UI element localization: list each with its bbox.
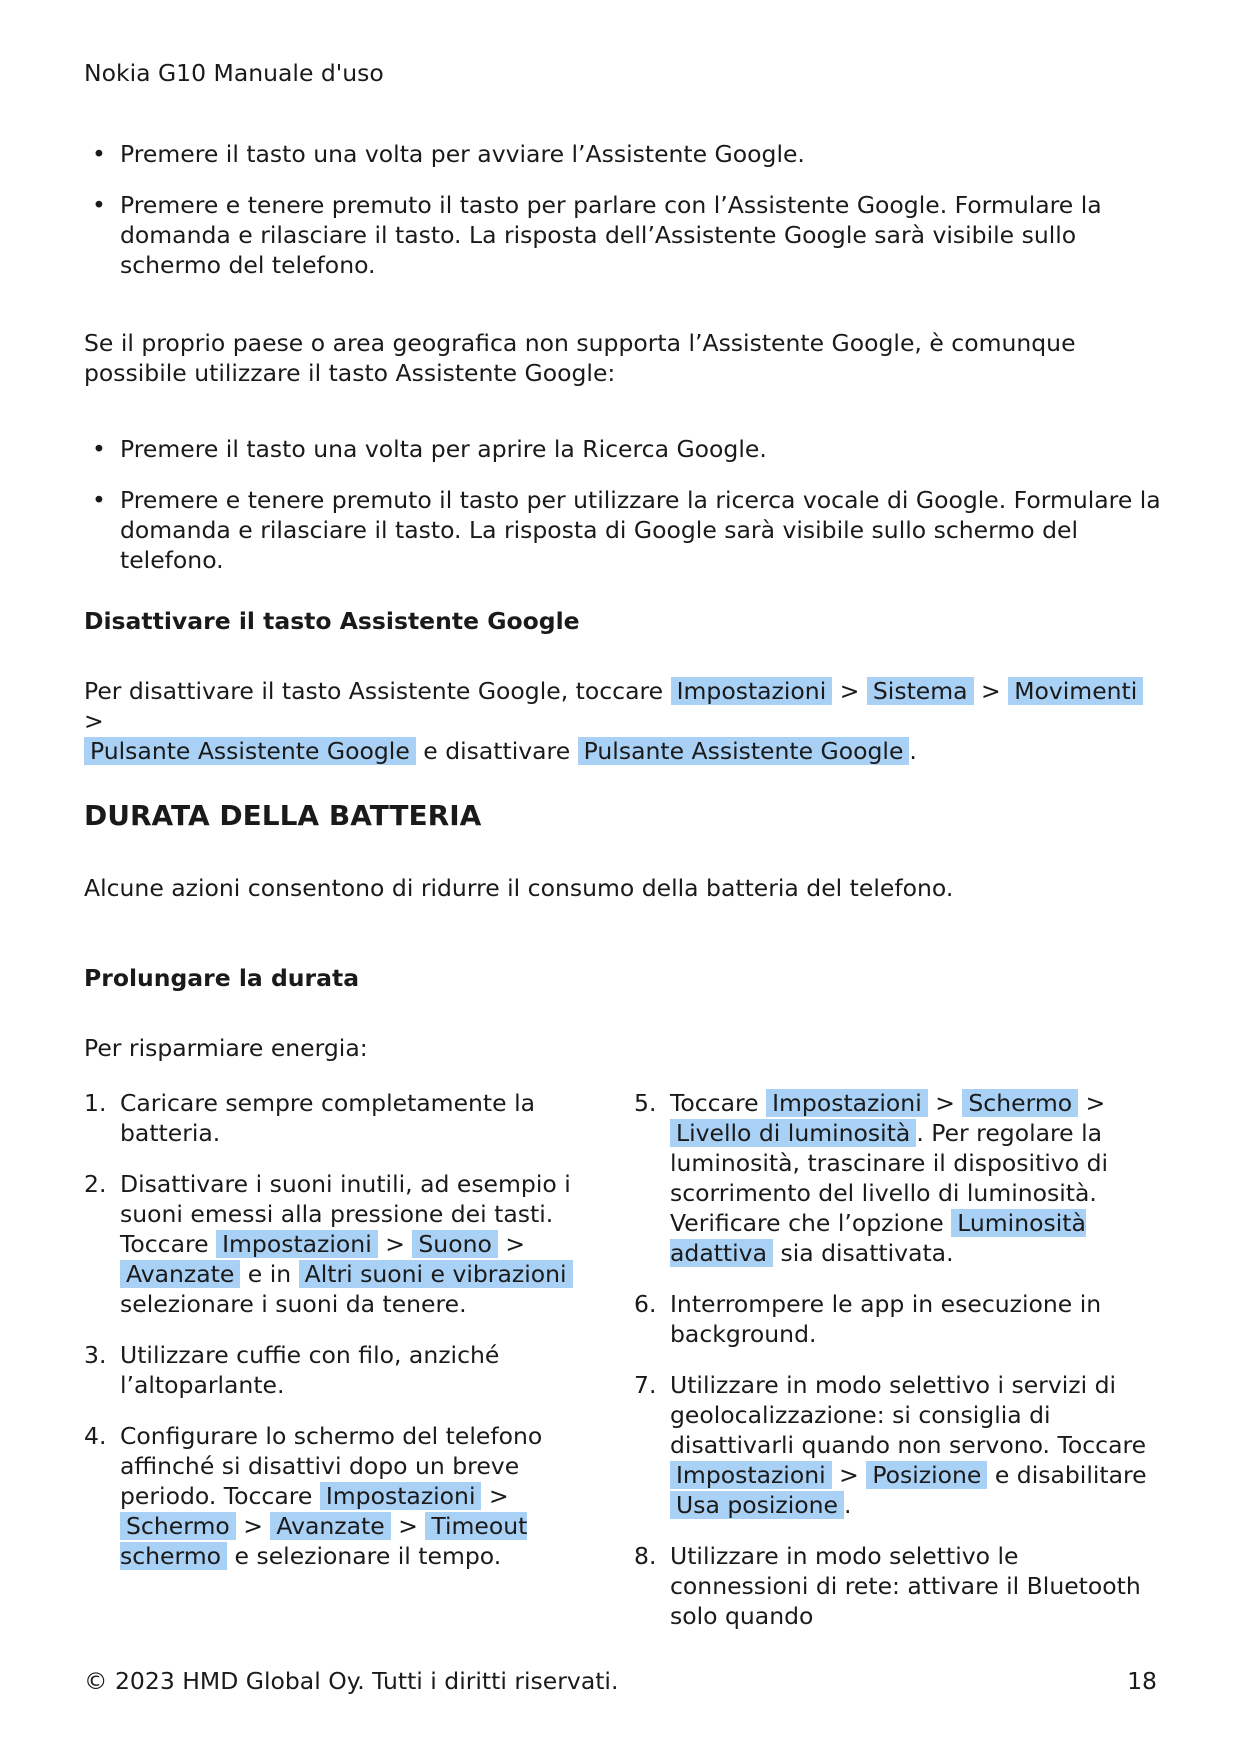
text-run: Caricare sempre completamente la batteria. bbox=[120, 1089, 536, 1147]
text-run: Utilizzare in modo selettivo i servizi di geolocalizzazione: si consiglia di disattivarli quando non servono. Toccare bbox=[670, 1371, 1147, 1459]
footer-copyright: © 2023 HMD Global Oy. Tutti i diritti riservati. bbox=[84, 1667, 619, 1695]
section-heading-disable-assistant: Disattivare il tasto Assistente Google bbox=[84, 607, 580, 635]
text-run: selezionare i suoni da tenere. bbox=[120, 1290, 467, 1318]
text-run: Utilizzare cuffie con filo, anziché l’altoparlante. bbox=[120, 1341, 500, 1399]
ui-path-movimenti: Movimenti bbox=[1008, 677, 1143, 705]
ui-path-usa-posizione: Usa posizione bbox=[670, 1491, 844, 1519]
paragraph-battery-intro: Alcune azioni consentono di ridurre il consumo della batteria del telefono. bbox=[84, 874, 954, 902]
text-run: e selezionare il tempo. bbox=[234, 1542, 502, 1570]
ui-path-livello-luminosita: Livello di luminosità bbox=[670, 1119, 916, 1147]
text-run: Configurare lo schermo del telefono affinché si disattivi dopo un breve periodo. Toccare bbox=[120, 1422, 543, 1510]
bullet-list-search bbox=[84, 434, 1164, 596]
step-number: 4. bbox=[84, 1422, 107, 1450]
path-separator: > bbox=[398, 1512, 418, 1540]
text-run: e in bbox=[247, 1260, 292, 1288]
ui-path-impostazioni: Impostazioni bbox=[671, 677, 833, 705]
list-item: • Premere il tasto una volta per aprire la Ricerca Google. bbox=[84, 434, 1164, 464]
list-item: • Premere il tasto una volta per avviare l’Assistente Google. bbox=[84, 139, 1164, 169]
text-run: e disattivare bbox=[423, 737, 571, 765]
list-item bbox=[634, 1289, 1164, 1349]
ui-path-schermo: Schermo bbox=[120, 1512, 236, 1540]
paragraph-save-energy: Per risparmiare energia: bbox=[84, 1034, 368, 1062]
text-run: Toccare bbox=[670, 1089, 759, 1117]
path-separator: > bbox=[243, 1512, 263, 1540]
text-run: . bbox=[843, 1491, 852, 1519]
ui-path-pulsante-assistente: Pulsante Assistente Google bbox=[578, 737, 910, 765]
ui-path-impostazioni: Impostazioni bbox=[216, 1230, 378, 1258]
ui-path-schermo: Schermo bbox=[962, 1089, 1078, 1117]
ui-path-impostazioni: Impostazioni bbox=[766, 1089, 928, 1117]
text-run: Per disattivare il tasto Assistente Google, toccare bbox=[84, 677, 664, 705]
path-separator: > bbox=[84, 707, 104, 735]
text-run: e disabilitare bbox=[994, 1461, 1147, 1489]
step-number: 2. bbox=[84, 1170, 107, 1198]
list-item bbox=[84, 1340, 614, 1400]
text-run: . bbox=[909, 737, 917, 765]
list-item bbox=[84, 1421, 614, 1571]
ui-path-sistema: Sistema bbox=[867, 677, 974, 705]
path-separator: > bbox=[839, 677, 860, 705]
ui-path-avanzate: Avanzate bbox=[120, 1260, 240, 1288]
text-run: . Per regolare la luminosità, trascinare il dispositivo di scorrimento del livello di luminosità. Verificare che l’opzione bbox=[670, 1119, 1109, 1237]
ui-path-impostazioni: Impostazioni bbox=[670, 1461, 832, 1489]
step-number: 3. bbox=[84, 1341, 107, 1369]
list-item bbox=[634, 1370, 1164, 1520]
list-item bbox=[634, 1088, 1164, 1268]
ui-path-posizione: Posizione bbox=[866, 1461, 987, 1489]
path-separator: > bbox=[385, 1230, 405, 1258]
path-separator: > bbox=[505, 1230, 526, 1258]
ui-path-suono: Suono bbox=[412, 1230, 497, 1258]
list-item: • Premere e tenere premuto il tasto per utilizzare la ricerca vocale di Google. Formulare la domanda e rilasciare il tasto. La risposta di Google sarà visibile sullo schermo del telefono. bbox=[84, 485, 1164, 575]
list-item: • Premere e tenere premuto il tasto per parlare con l’Assistente Google. Formulare la domanda e rilasciare il tasto. La risposta dell’Assistente Google sarà visibile sullo schermo del telefono. bbox=[84, 190, 1164, 280]
subheading-extend-life: Prolungare la durata bbox=[84, 964, 360, 992]
text-run: Interrompere le app in esecuzione in background. bbox=[670, 1290, 1102, 1348]
step-number: 1. bbox=[84, 1089, 107, 1117]
ui-path-altri-suoni: Altri suoni e vibrazioni bbox=[299, 1260, 573, 1288]
steps-left-column bbox=[84, 1088, 614, 1592]
ui-path-impostazioni: Impostazioni bbox=[320, 1482, 482, 1510]
steps-right-column bbox=[634, 1088, 1164, 1652]
ui-path-timeout-schermo: Timeout schermo bbox=[120, 1512, 528, 1570]
page-header: Nokia G10 Manuale d'uso bbox=[84, 59, 384, 87]
path-separator: > bbox=[1085, 1089, 1106, 1117]
section-heading-battery: DURATA DELLA BATTERIA bbox=[84, 799, 482, 832]
step-number: 5. bbox=[634, 1089, 657, 1117]
path-separator: > bbox=[839, 1461, 859, 1489]
list-item bbox=[634, 1541, 1164, 1631]
list-item bbox=[84, 1088, 614, 1148]
path-separator: > bbox=[935, 1089, 955, 1117]
page-number: 18 bbox=[1127, 1667, 1157, 1695]
list-item bbox=[84, 1169, 614, 1319]
paragraph-unsupported: Se il proprio paese o area geografica non supporta l’Assistente Google, è comunque possibile utilizzare il tasto Assistente Google: bbox=[84, 329, 1076, 387]
text-run: Disattivare i suoni inutili, ad esempio i suoni emessi alla pressione dei tasti. Toccare bbox=[120, 1170, 571, 1258]
step-number: 7. bbox=[634, 1371, 657, 1399]
ui-path-avanzate: Avanzate bbox=[270, 1512, 390, 1540]
paragraph-disable-assistant bbox=[84, 676, 1164, 766]
step-number: 6. bbox=[634, 1290, 657, 1318]
bullet-list-assistant bbox=[84, 139, 1164, 301]
text-run: Utilizzare in modo selettivo le connessioni di rete: attivare il Bluetooth solo quando bbox=[670, 1542, 1141, 1630]
text-run: sia disattivata. bbox=[780, 1239, 954, 1267]
ui-path-pulsante-assistente: Pulsante Assistente Google bbox=[84, 737, 416, 765]
path-separator: > bbox=[981, 677, 1001, 705]
path-separator: > bbox=[488, 1482, 509, 1510]
step-number: 8. bbox=[634, 1542, 657, 1570]
ui-path-luminosita-adattiva: Luminosità adattiva bbox=[670, 1209, 1086, 1267]
